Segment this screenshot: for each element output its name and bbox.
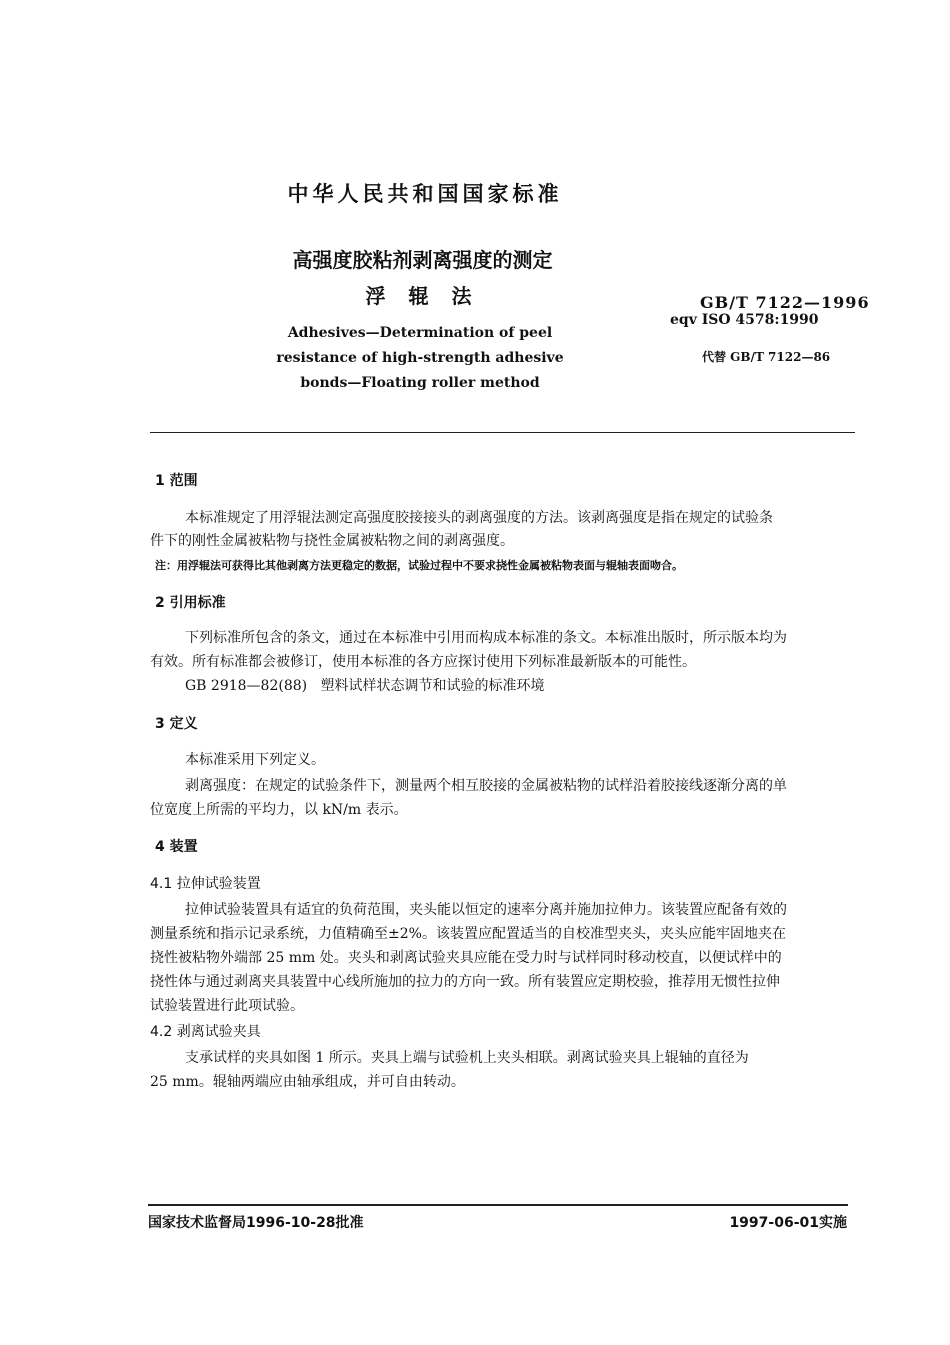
subsection-4-1-heading: 4.1 拉伸试验装置 — [150, 876, 261, 892]
title-cn-line1: 高强度胶粘剂剥离强度的测定 — [292, 248, 553, 272]
subsection-4-1-line5: 试验装置进行此项试验。 — [150, 998, 304, 1014]
section-3-heading: 3 定义 — [155, 716, 198, 732]
section-1-heading: 1 范围 — [155, 473, 198, 489]
section-3-paragraph-2-line2: 位宽度上所需的平均力，以 kN/m 表示。 — [150, 802, 408, 818]
subsection-4-1-line4: 挠性体与通过剥离夹具装置中心线所施加的拉力的方向一致。所有装置应定期校验，推荐用无惯性拉伸 — [150, 974, 780, 990]
title-en-line1: Adhesives—Determination of peel — [287, 325, 553, 341]
section-3-paragraph-1: 本标准采用下列定义。 — [185, 752, 325, 768]
title-en-line2: resistance of high-strength adhesive — [276, 350, 564, 366]
section-2-reference: GB 2918—82(88) 塑料试样状态调节和试验的标准环境 — [185, 678, 545, 694]
equivalent-standard: eqv ISO 4578:1990 — [670, 312, 819, 328]
header-rule — [150, 432, 855, 433]
section-2-paragraph-line1: 下列标准所包含的条文，通过在本标准中引用而构成本标准的条文。本标准出版时，所示版本均为 — [185, 630, 787, 646]
section-3-paragraph-2-line1: 剥离强度：在规定的试验条件下，测量两个相互胶接的金属被粘物的试样沿着胶接线逐渐分离的单 — [185, 778, 787, 794]
section-2-paragraph-line2: 有效。所有标准都会被修订，使用本标准的各方应探讨使用下列标准最新版本的可能性。 — [150, 654, 696, 670]
approval-date: 国家技术监督局1996-10-28批准 — [148, 1215, 364, 1231]
title-cn-line2: 浮 辊 法 — [365, 284, 480, 308]
section-1-note: 注：用浮辊法可获得比其他剥离方法更稳定的数据，试验过程中不要求挠性金属被粘物表面与辊轴表面吻合。 — [155, 559, 683, 572]
section-2-heading: 2 引用标准 — [155, 595, 226, 611]
subsection-4-2-line1: 支承试样的夹具如图 1 所示。夹具上端与试验机上夹头相联。剥离试验夹具上辊轴的直径为 — [185, 1050, 749, 1066]
national-standard-title: 中华人民共和国国家标准 — [287, 182, 563, 206]
subsection-4-2-line2: 25 mm。辊轴两端应由轴承组成，并可自由转动。 — [150, 1074, 465, 1090]
subsection-4-1-line3: 挠性被粘物外端部 25 mm 处。夹头和剥离试验夹具应能在受力时与试样同时移动校直，以便试样中的 — [150, 950, 782, 966]
footer-rule — [148, 1204, 848, 1206]
section-1-paragraph-line2: 件下的刚性金属被粘物与挠性金属被粘物之间的剥离强度。 — [150, 533, 514, 549]
subsection-4-1-line2: 测量系统和指示记录系统，力值精确至±2%。该装置应配置适当的自校准型夹头，夹头应能牢固地夹在 — [150, 926, 786, 942]
section-4-heading: 4 装置 — [155, 839, 198, 855]
subsection-4-1-line1: 拉伸试验装置具有适宜的负荷范围，夹头能以恒定的速率分离并施加拉伸力。该装置应配备有效的 — [185, 902, 787, 918]
standard-code: GB/T 7122—1996 — [700, 293, 870, 312]
replaces-standard: 代替 GB/T 7122—86 — [702, 350, 831, 364]
title-en-line3: bonds—Floating roller method — [300, 375, 540, 391]
subsection-4-2-heading: 4.2 剥离试验夹具 — [150, 1024, 261, 1040]
section-1-paragraph-line1: 本标准规定了用浮辊法测定高强度胶接接头的剥离强度的方法。该剥离强度是指在规定的试验条 — [185, 510, 773, 526]
effective-date: 1997-06-01实施 — [729, 1215, 847, 1231]
